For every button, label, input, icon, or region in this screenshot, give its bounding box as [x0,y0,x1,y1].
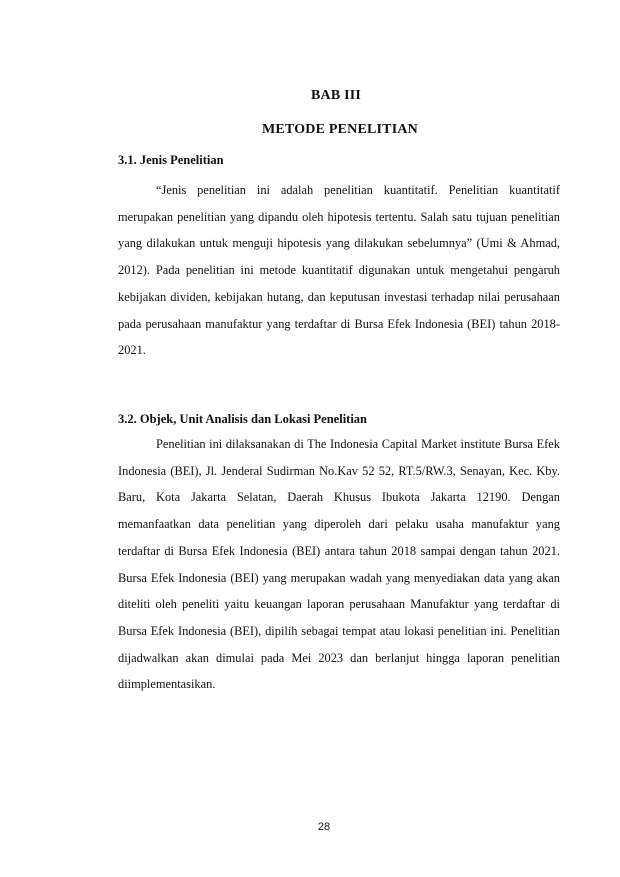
paragraph-jenis-penelitian: “Jenis penelitian ini adalah penelitian kuantitatif. Penelitian kuantitatif merupakan penelitian yang dipandu oleh hipotesis tertentu. Salah satu tujuan penelitian yang dilakukan untuk menguji hipotesis yang dilakukan sebelumnya” (Umi & Ahmad, 2012). Pada penelitian ini metode kuantitatif digunakan untuk mengetahui pengaruh kebijakan dividen, kebijakan hutang, dan keputusan investasi terhadap nilai perusahaan pada perusahaan manufaktur yang terdaftar di Bursa Efek Indonesia (BEI) tahun 2018-2021. [118,183,560,358]
paragraph-objek-lokasi: Penelitian ini dilaksanakan di The Indonesia Capital Market institute Bursa Efek Indonesia (BEI), Jl. Jenderal Sudirman No.Kav 52 52, RT.5/RW.3, Senayan, Kec. Kby. Baru, Kota Jakarta Selatan, Daerah Khusus Ibukota Jakarta 12190. Dengan memanfaatkan data penelitian yang diperoleh dari pelaku usaha manufaktur yang terdaftar di Bursa Efek Indonesia (BEI) antara tahun 2018 sampai dengan tahun 2021. Bursa Efek Indonesia (BEI) yang merupakan wadah yang menyediakan data yang akan diteliti oleh peneliti yaitu keuangan laporan perusahaan Manufaktur yang terdaftar di Bursa Efek Indonesia (BEI), dipilih sebagai tempat atau lokasi penelitian ini. Penelitian dijadwalkan akan dimulai pada Mei 2023 dan berlanjut hingga laporan penelitian diimplementasikan. [118,437,560,692]
chapter-number: BAB III [310,88,362,103]
section-heading-jenis-penelitian: 3.1. Jenis Penelitian [118,153,224,167]
page-number: 28 [317,821,331,833]
section-heading-objek-lokasi: 3.2. Objek, Unit Analisis dan Lokasi Penelitian [118,412,368,426]
chapter-title: METODE PENELITIAN [261,122,418,137]
